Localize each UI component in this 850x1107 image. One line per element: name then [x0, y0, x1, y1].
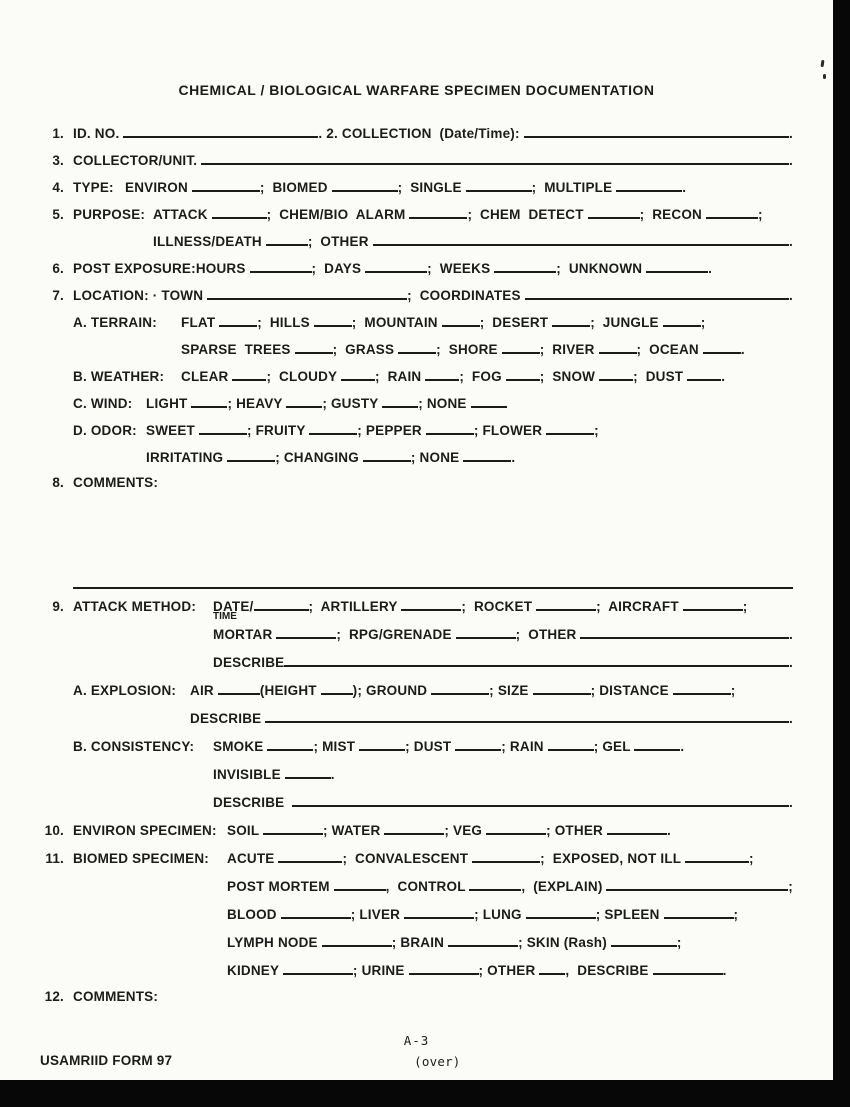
field-label: ; WEEKS	[427, 261, 495, 276]
fill-in-blank[interactable]	[546, 421, 594, 435]
fill-in-blank[interactable]	[276, 625, 336, 639]
fill-in-blank[interactable]	[552, 313, 590, 327]
over-label: (over)	[414, 1054, 461, 1069]
fill-in-blank[interactable]	[607, 821, 667, 835]
field-label: .	[789, 655, 793, 670]
fill-in-blank[interactable]	[524, 124, 789, 138]
field-label: KIDNEY	[227, 963, 283, 978]
fill-in-blank[interactable]	[265, 709, 789, 723]
field-label: PURPOSE:	[73, 207, 146, 222]
fill-in-blank[interactable]	[653, 961, 723, 975]
field-label: ; FOG	[459, 369, 506, 384]
field-label: , DESCRIBE	[565, 963, 653, 978]
fill-in-blank[interactable]	[278, 849, 342, 863]
field-label: C. WIND:	[73, 396, 133, 411]
form-line	[40, 709, 793, 737]
fill-in-blank[interactable]	[332, 178, 398, 192]
field-label: ; LUNG	[474, 907, 526, 922]
form-line	[40, 340, 793, 367]
fill-in-blank[interactable]	[425, 367, 459, 381]
field-label: TYPE:	[73, 180, 114, 195]
form-line	[40, 232, 793, 259]
field-label: ); GROUND	[352, 683, 432, 698]
fill-in-blank[interactable]	[286, 394, 322, 408]
fill-in-blank[interactable]	[616, 178, 682, 192]
fill-in-blank[interactable]	[494, 259, 556, 273]
field-label: POST EXPOSURE:	[73, 261, 196, 276]
field-label: ; DUST	[405, 739, 456, 754]
field-label: ; AIRCRAFT	[596, 599, 683, 614]
field-label: ; NONE	[418, 396, 471, 411]
item-number: 6.	[52, 261, 64, 276]
fill-in-blank[interactable]	[548, 737, 594, 751]
fill-in-blank[interactable]	[471, 394, 507, 408]
form-line	[40, 448, 793, 475]
field-label: .	[722, 963, 727, 978]
field-label: .	[708, 261, 713, 276]
form-line	[40, 597, 793, 625]
field-label: ; BRAIN	[391, 935, 449, 950]
field-label: , CONTROL	[385, 879, 470, 894]
fill-in-blank[interactable]	[466, 178, 532, 192]
fill-in-blank[interactable]	[227, 448, 275, 462]
fill-in-blank[interactable]	[685, 849, 749, 863]
field-label: ILLNESS/DEATH	[153, 234, 266, 249]
fill-in-blank[interactable]	[283, 961, 353, 975]
field-label: ; SNOW	[539, 369, 600, 384]
field-label: ID. NO.	[73, 126, 124, 141]
field-label: .	[680, 739, 685, 754]
form-line	[40, 989, 793, 1017]
field-label: ;	[733, 907, 739, 922]
fill-in-blank[interactable]	[263, 821, 323, 835]
field-label: ; RAIN	[374, 369, 426, 384]
field-label: MORTAR	[213, 627, 277, 642]
fill-in-blank[interactable]	[219, 313, 257, 327]
form-line	[40, 475, 793, 502]
field-label: ;	[676, 935, 682, 950]
field-label: ; RAIN	[501, 739, 548, 754]
fill-in-blank[interactable]	[409, 205, 467, 219]
form-line	[40, 905, 793, 933]
form-line	[40, 394, 793, 421]
field-label: ATTACK	[153, 207, 212, 222]
form-line	[40, 849, 793, 877]
fill-in-blank[interactable]	[218, 681, 260, 695]
field-label: SPARSE TREES	[181, 342, 295, 357]
form-line	[40, 765, 793, 793]
fill-in-blank[interactable]	[536, 597, 596, 611]
form-line	[40, 421, 793, 448]
field-label: ; OTHER	[478, 963, 540, 978]
field-label: ATTACK METHOD:	[73, 599, 197, 614]
field-label: ; ARTILLERY	[308, 599, 402, 614]
field-label: ; SIZE	[489, 683, 533, 698]
fill-in-blank[interactable]	[526, 905, 596, 919]
field-label: ; RECON	[639, 207, 706, 222]
page-ref: A-3	[403, 1033, 430, 1048]
field-label: ; RIVER	[539, 342, 599, 357]
fill-in-blank[interactable]	[448, 933, 518, 947]
field-label: . 2. COLLECTION (Date/Time):	[318, 126, 524, 141]
form-line	[40, 681, 793, 709]
field-label: ; CLOUDY	[266, 369, 341, 384]
fill-in-blank[interactable]	[322, 933, 392, 947]
field-label: ; VEG	[444, 823, 487, 838]
fill-in-blank[interactable]	[456, 625, 516, 639]
fill-in-blank[interactable]	[363, 448, 411, 462]
field-label: ; LIVER	[350, 907, 405, 922]
field-label: .	[789, 711, 793, 726]
footer-row	[40, 1053, 793, 1071]
field-label: ENVIRON	[125, 180, 192, 195]
item-number: 11.	[45, 851, 64, 866]
section-divider	[73, 587, 793, 591]
form-line	[40, 625, 793, 653]
form-line	[40, 313, 793, 340]
form-line	[40, 367, 793, 394]
fill-in-blank[interactable]	[250, 259, 312, 273]
fill-in-blank[interactable]	[664, 905, 734, 919]
field-label: .	[789, 627, 793, 642]
fill-in-blank[interactable]	[192, 178, 260, 192]
field-label: IRRITATING	[146, 450, 228, 465]
field-label: .	[789, 795, 793, 810]
field-label: DESCRIBE	[213, 655, 285, 670]
field-label: POST MORTEM	[227, 879, 334, 894]
field-label: ; FLOWER	[473, 423, 547, 438]
fill-in-blank[interactable]	[431, 681, 489, 695]
field-label: ; MIST	[313, 739, 360, 754]
field-label: ; PEPPER	[357, 423, 426, 438]
fill-in-blank[interactable]	[314, 313, 352, 327]
fill-in-blank[interactable]	[469, 877, 521, 891]
fill-in-blank[interactable]	[232, 367, 266, 381]
field-label: D. ODOR:	[73, 423, 137, 438]
fill-in-blank[interactable]	[486, 821, 546, 835]
field-label: ; UNKNOWN	[556, 261, 647, 276]
fill-in-blank[interactable]	[634, 737, 680, 751]
fill-in-blank[interactable]	[295, 340, 333, 354]
fill-in-blank[interactable]	[334, 877, 386, 891]
fill-in-blank[interactable]	[472, 849, 540, 863]
fill-in-blank[interactable]	[266, 232, 308, 246]
form-line	[40, 821, 793, 849]
field-label: ; CONVALESCENT	[342, 851, 473, 866]
fill-in-blank[interactable]	[123, 124, 318, 138]
item-number: 5.	[52, 207, 64, 222]
field-label: ; MOUNTAIN	[351, 315, 442, 330]
field-label: (HEIGHT	[259, 683, 321, 698]
field-label: ; NONE	[410, 450, 464, 465]
fill-in-blank[interactable]	[580, 625, 789, 639]
fill-in-blank[interactable]	[365, 259, 427, 273]
field-label: BIOMED SPECIMEN:	[73, 851, 209, 866]
fill-in-blank[interactable]	[191, 394, 227, 408]
fill-in-blank[interactable]	[463, 448, 511, 462]
fill-in-blank[interactable]	[506, 367, 540, 381]
fill-in-blank[interactable]	[646, 259, 708, 273]
field-label: SWEET	[146, 423, 199, 438]
form-number: USAMRIID FORM 97	[40, 1053, 173, 1068]
field-label: .	[666, 823, 671, 838]
fill-in-blank[interactable]	[398, 340, 436, 354]
field-label: COMMENTS:	[73, 475, 159, 490]
field-label: ACUTE	[227, 851, 279, 866]
field-label: ; HILLS	[257, 315, 314, 330]
item-number: 3.	[52, 153, 64, 168]
fill-in-blank[interactable]	[254, 597, 309, 611]
fill-in-blank[interactable]	[606, 877, 788, 891]
field-label: .	[789, 234, 793, 249]
fill-in-blank[interactable]	[212, 205, 267, 219]
fill-in-blank[interactable]	[687, 367, 721, 381]
scan-edge-bottom	[0, 1080, 850, 1107]
fill-in-blank[interactable]	[292, 793, 789, 807]
field-label: LIGHT	[146, 396, 192, 411]
fill-in-blank[interactable]	[502, 340, 540, 354]
field-label: ;	[757, 207, 763, 222]
field-label: B. WEATHER:	[73, 369, 165, 384]
field-label: ; CHEM DETECT	[467, 207, 588, 222]
fill-in-blank[interactable]	[539, 961, 565, 975]
scan-speck	[821, 60, 825, 67]
form-line	[40, 933, 793, 961]
field-label: ; DUST	[633, 369, 688, 384]
field-label: ;	[594, 423, 599, 438]
form-content	[40, 0, 793, 1071]
form-line	[40, 151, 793, 178]
field-label: ; SKIN (Rash)	[518, 935, 611, 950]
item-number: 4.	[52, 180, 64, 195]
fill-in-blank[interactable]	[663, 313, 701, 327]
field-label: DESCRIBE	[213, 795, 293, 810]
field-label: ENVIRON SPECIMEN:	[73, 823, 217, 838]
field-label: ; EXPOSED, NOT ILL	[540, 851, 685, 866]
field-label: .	[682, 180, 687, 195]
field-label: LYMPH NODE	[227, 935, 322, 950]
fill-in-blank[interactable]	[599, 340, 637, 354]
field-label: ;	[788, 879, 793, 894]
form-line	[40, 205, 793, 232]
field-label: ; JUNGLE	[590, 315, 663, 330]
form-line	[40, 124, 793, 151]
form-lines	[40, 124, 793, 1017]
fill-in-blank[interactable]	[199, 421, 247, 435]
field-label: .	[511, 450, 516, 465]
field-label: .	[789, 153, 793, 168]
fill-in-blank[interactable]	[525, 286, 789, 300]
field-label: ; GUSTY	[322, 396, 383, 411]
field-label: ; GEL	[593, 739, 635, 754]
field-label: ; DESERT	[479, 315, 553, 330]
fill-in-blank[interactable]	[384, 821, 444, 835]
field-label: DESCRIBE	[190, 711, 266, 726]
field-label: .	[330, 767, 335, 782]
field-label: A. EXPLOSION:	[73, 683, 177, 698]
field-label: B. CONSISTENCY:	[73, 739, 195, 754]
fill-in-blank[interactable]	[611, 933, 677, 947]
field-label: ; OCEAN	[636, 342, 703, 357]
field-label: ;	[700, 315, 706, 330]
fill-in-blank[interactable]	[673, 681, 731, 695]
form-line	[40, 286, 793, 313]
fill-in-blank[interactable]	[207, 286, 407, 300]
field-label: ; WATER	[323, 823, 385, 838]
fill-in-blank[interactable]	[703, 340, 741, 354]
field-label: HOURS	[195, 261, 250, 276]
form-line	[40, 653, 793, 681]
scan-edge-right	[833, 0, 850, 1107]
item-number: 8.	[52, 475, 64, 490]
field-label: ; OTHER	[546, 823, 607, 838]
field-label: ;	[742, 599, 748, 614]
form-line	[40, 877, 793, 905]
field-label: ; CHEM/BIO ALARM	[266, 207, 410, 222]
field-label: BLOOD	[227, 907, 281, 922]
field-label: ; SHORE	[436, 342, 502, 357]
field-label: ; MULTIPLE	[531, 180, 617, 195]
item-number: 7.	[52, 288, 64, 303]
fill-in-blank[interactable]	[404, 905, 474, 919]
item-number: 1.	[52, 126, 64, 141]
fill-in-blank[interactable]	[321, 681, 353, 695]
field-label: ; DISTANCE	[590, 683, 673, 698]
field-label: ;	[748, 851, 754, 866]
field-label: ; SPLEEN	[595, 907, 664, 922]
fill-in-blank[interactable]	[455, 737, 501, 751]
field-label: ; URINE	[352, 963, 409, 978]
field-label: LOCATION: · TOWN	[73, 288, 208, 303]
form-line	[40, 793, 793, 821]
form-line	[40, 737, 793, 765]
field-label: COMMENTS:	[73, 989, 159, 1004]
item-number: 9.	[52, 599, 64, 614]
field-label: .	[789, 126, 793, 141]
fill-in-blank[interactable]	[341, 367, 375, 381]
field-label: ; ROCKET	[461, 599, 537, 614]
field-label: .	[721, 369, 726, 384]
fill-in-blank[interactable]	[382, 394, 418, 408]
field-label: , (EXPLAIN)	[521, 879, 607, 894]
stacked-date-time-label: DATE/ TIME	[213, 599, 254, 622]
field-label: .	[789, 288, 793, 303]
field-label: .	[740, 342, 745, 357]
field-label: ; OTHER	[307, 234, 373, 249]
fill-in-blank[interactable]	[281, 905, 351, 919]
field-label: ; CHANGING	[275, 450, 363, 465]
field-label: INVISIBLE	[213, 767, 285, 782]
field-label: ; SINGLE	[397, 180, 466, 195]
fill-in-blank[interactable]	[588, 205, 640, 219]
fill-in-blank[interactable]	[599, 367, 633, 381]
field-label: SOIL	[227, 823, 264, 838]
field-label: ; BIOMED	[259, 180, 332, 195]
form-title: CHEMICAL / BIOLOGICAL WARFARE SPECIMEN DOCUMENTATION	[178, 82, 655, 98]
fill-in-blank[interactable]	[201, 151, 789, 165]
form-line	[40, 178, 793, 205]
field-label: SMOKE	[213, 739, 268, 754]
fill-in-blank[interactable]	[373, 232, 789, 246]
form-line	[40, 259, 793, 286]
fill-in-blank[interactable]	[359, 737, 405, 751]
field-label: ; DAYS	[311, 261, 366, 276]
fill-in-blank[interactable]	[426, 421, 474, 435]
fill-in-blank[interactable]	[285, 765, 331, 779]
fill-in-blank[interactable]	[267, 737, 313, 751]
field-label: ; FRUITY	[246, 423, 310, 438]
fill-in-blank[interactable]	[683, 597, 743, 611]
item-number: 10.	[44, 823, 64, 838]
field-label: ; HEAVY	[227, 396, 287, 411]
field-label: ; COORDINATES	[407, 288, 525, 303]
fill-in-blank[interactable]	[309, 421, 357, 435]
field-label: COLLECTOR/UNIT.	[73, 153, 202, 168]
scan-speck	[823, 74, 826, 79]
form-line	[40, 961, 793, 989]
field-label: ;	[730, 683, 736, 698]
field-label: CLEAR	[181, 369, 233, 384]
field-label: FLAT	[181, 315, 220, 330]
field-label: ; RPG/GRENADE	[336, 627, 456, 642]
fill-in-blank[interactable]	[442, 313, 480, 327]
fill-in-blank[interactable]	[401, 597, 461, 611]
fill-in-blank[interactable]	[284, 653, 789, 667]
fill-in-blank[interactable]	[706, 205, 758, 219]
field-label: AIR	[190, 683, 218, 698]
fill-in-blank[interactable]	[409, 961, 479, 975]
field-label: ; GRASS	[332, 342, 399, 357]
field-label: A. TERRAIN:	[73, 315, 157, 330]
field-label: ; OTHER	[515, 627, 581, 642]
fill-in-blank[interactable]	[533, 681, 591, 695]
item-number: 12.	[44, 989, 64, 1004]
